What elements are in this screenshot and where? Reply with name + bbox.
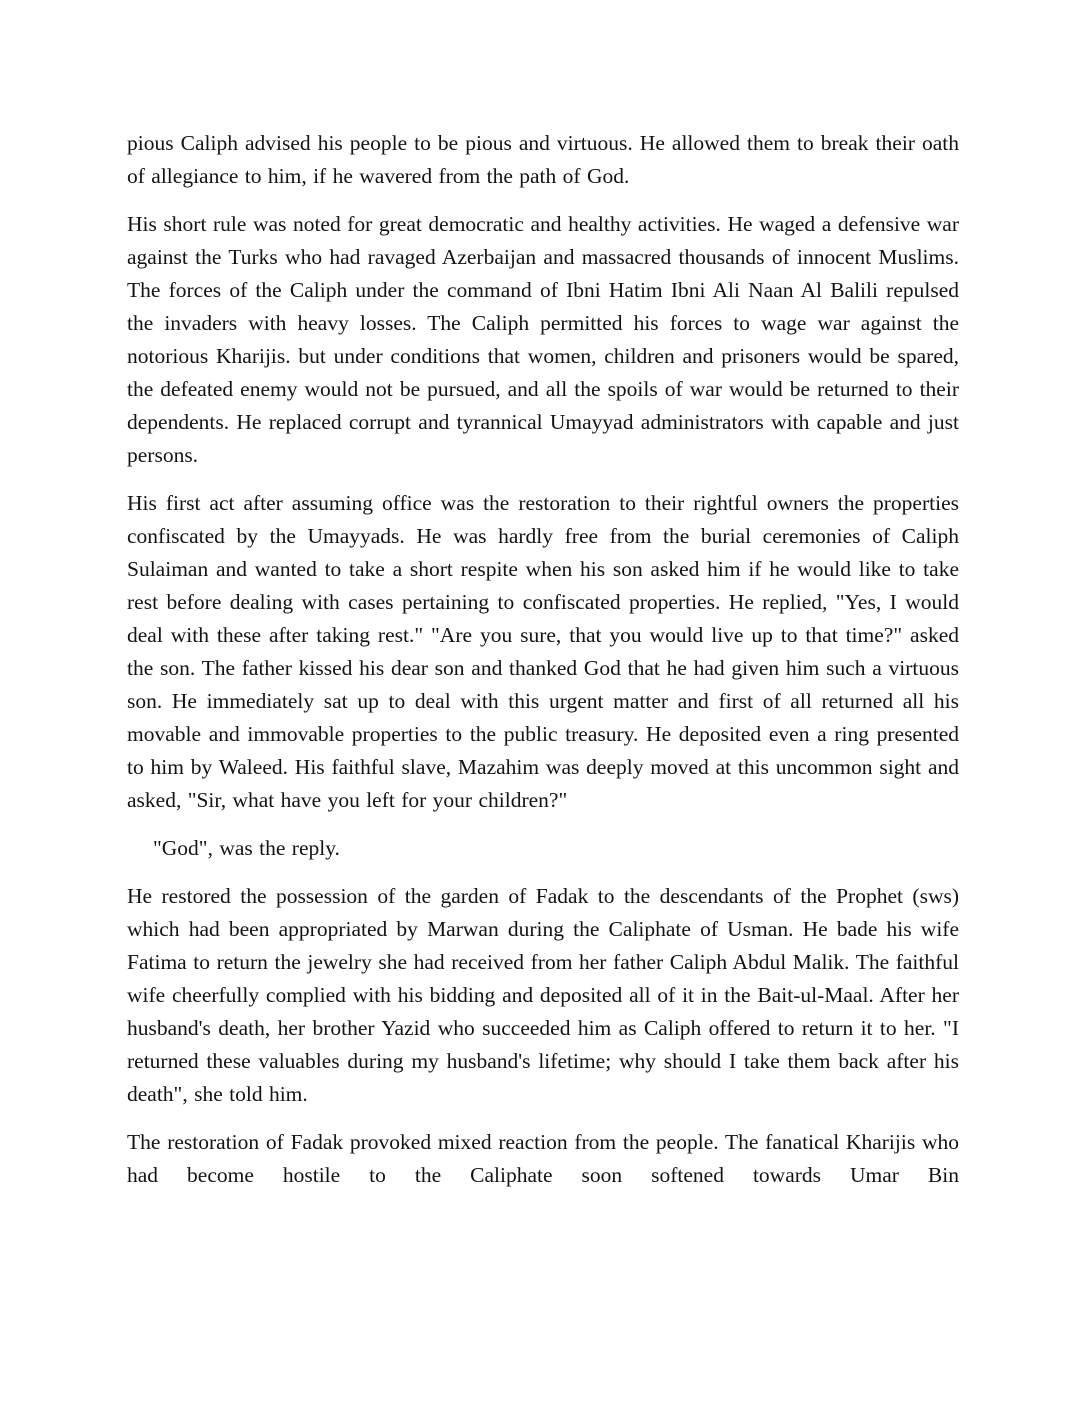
paragraph-first-act: His first act after assuming office was the restoration to their rightful owners the properties confiscated by the Umayyads. He was hardly free from the burial ceremonies of Caliph Sulaiman and wanted to take a short respite when his son asked him if he would like to take rest before dealing with cases pertaining to confiscated properties. He replied, "Yes, I would deal with these after taking rest." "Are you sure, that you would live up to that time?" asked the son. The father kissed his dear son and thanked God that he had given him such a virtuous son. He immediately sat up to deal with this urgent matter and first of all returned all his movable and immovable properties to the public treasury. He deposited even a ring presented to him by Waleed. His faithful slave, Mazahim was deeply moved at this uncommon sight and asked, "Sir, what have you left for your children?" <box>127 491 959 812</box>
paragraph-oath-of-allegiance: pious Caliph advised his people to be pious and virtuous. He allowed them to break their oath of allegiance to him, if he wavered from the path of God. <box>127 131 959 188</box>
paragraph-restoration-reaction: The restoration of Fadak provoked mixed reaction from the people. The fanatical Kharijis who had become hostile to the Caliphate soon softened towards Umar Bin <box>127 1130 959 1187</box>
paragraph-god-reply: "God", was the reply. <box>153 836 340 860</box>
paragraph-garden-of-fadak: He restored the possession of the garden of Fadak to the descendants of the Prophet (sws) which had been appropriated by Marwan during the Caliphate of Usman. He bade his wife Fatima to return the jewelry she had received from her father Caliph Abdul Malik. The faithful wife cheerfully complied with his bidding and deposited all of it in the Bait-ul-Maal. After her husband's death, her brother Yazid who succeeded him as Caliph offered to return it to her. "I returned these valuables during my husband's lifetime; why should I take them back after his death", she told him. <box>127 884 959 1106</box>
paragraph-short-rule: His short rule was noted for great democratic and healthy activities. He waged a defensive war against the Turks who had ravaged Azerbaijan and massacred thousands of innocent Muslims. The forces of the Caliph under the command of Ibni Hatim Ibni Ali Naan Al Balili repulsed the invaders with heavy losses. The Caliph permitted his forces to wage war against the notorious Kharijis. but under conditions that women, children and prisoners would be spared, the defeated enemy would not be pursued, and all the spoils of war would be returned to their dependents. He replaced corrupt and tyrannical Umayyad administrators with capable and just persons. <box>127 212 959 467</box>
document-page <box>127 127 959 1192</box>
